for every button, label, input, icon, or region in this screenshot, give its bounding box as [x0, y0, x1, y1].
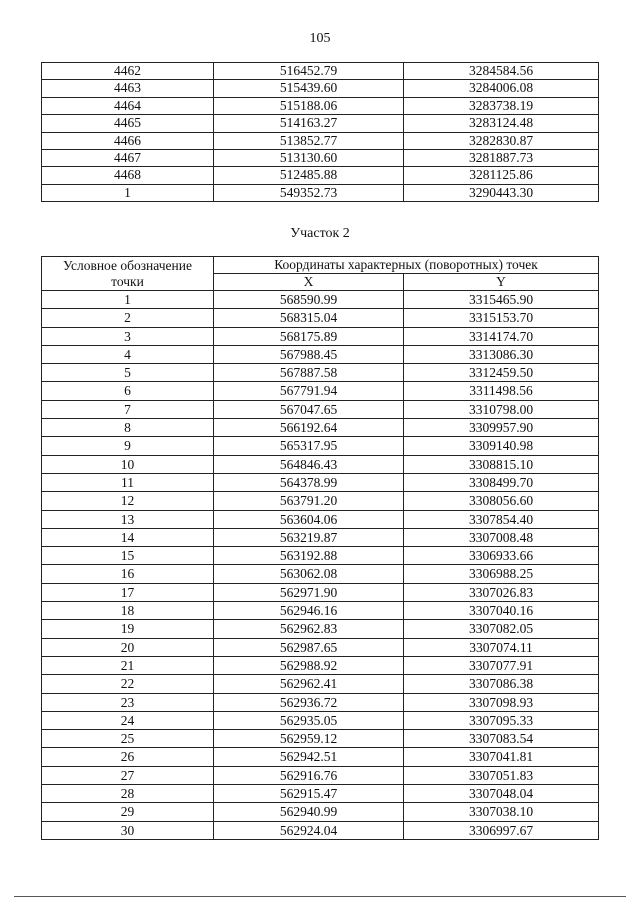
table-row	[42, 656, 599, 674]
point-id-cell: 5	[42, 364, 214, 382]
x-coordinate-cell: 567988.45	[214, 345, 404, 363]
point-id-cell: 20	[42, 638, 214, 656]
table-row	[42, 766, 599, 784]
y-coordinate-cell: 3307095.33	[404, 711, 599, 729]
point-id-cell: 26	[42, 748, 214, 766]
x-coordinate-cell: 562962.83	[214, 620, 404, 638]
point-id-cell: 17	[42, 583, 214, 601]
point-id-cell: 4	[42, 345, 214, 363]
table-row	[42, 602, 599, 620]
page-bottom-rule	[14, 896, 626, 897]
table-row	[42, 693, 599, 711]
point-id-cell: 4463	[42, 80, 214, 97]
x-coordinate-cell: 562940.99	[214, 803, 404, 821]
section-title: Участок 2	[290, 226, 350, 241]
point-id-cell: 24	[42, 711, 214, 729]
table-row	[42, 510, 599, 528]
y-coordinate-cell: 3290443.30	[404, 184, 599, 201]
y-coordinate-cell: 3307077.91	[404, 656, 599, 674]
y-coordinate-cell: 3310798.00	[404, 400, 599, 418]
y-coordinate-cell: 3308056.60	[404, 492, 599, 510]
y-coordinate-cell: 3306988.25	[404, 565, 599, 583]
table-row	[42, 115, 599, 132]
y-coordinate-cell: 3306933.66	[404, 547, 599, 565]
point-id-cell: 27	[42, 766, 214, 784]
table-row	[42, 711, 599, 729]
y-coordinate-cell: 3284584.56	[404, 63, 599, 80]
table-row	[42, 97, 599, 114]
x-coordinate-cell: 514163.27	[214, 115, 404, 132]
x-coordinate-cell: 562916.76	[214, 766, 404, 784]
x-coordinate-cell: 516452.79	[214, 63, 404, 80]
point-id-cell: 16	[42, 565, 214, 583]
y-coordinate-cell: 3307098.93	[404, 693, 599, 711]
table-row	[42, 583, 599, 601]
point-id-cell: 4464	[42, 97, 214, 114]
x-coordinate-cell: 567791.94	[214, 382, 404, 400]
x-coordinate-cell: 549352.73	[214, 184, 404, 201]
x-coordinate-cell: 562915.47	[214, 785, 404, 803]
x-coordinate-cell: 565317.95	[214, 437, 404, 455]
y-coordinate-cell: 3283738.19	[404, 97, 599, 114]
y-coordinate-cell: 3307038.10	[404, 803, 599, 821]
coordinates-table-plot-2	[41, 256, 599, 840]
table-row	[42, 309, 599, 327]
y-coordinate-cell: 3307026.83	[404, 583, 599, 601]
x-coordinate-cell: 563062.08	[214, 565, 404, 583]
x-coordinate-cell: 568175.89	[214, 327, 404, 345]
x-coordinate-cell: 562935.05	[214, 711, 404, 729]
table-row	[42, 547, 599, 565]
x-coordinate-cell: 512485.88	[214, 167, 404, 184]
table-row	[42, 437, 599, 455]
point-id-cell: 4465	[42, 115, 214, 132]
table-row	[42, 364, 599, 382]
point-id-cell: 1	[42, 291, 214, 309]
y-coordinate-cell: 3308815.10	[404, 455, 599, 473]
point-id-cell: 11	[42, 473, 214, 491]
coordinates-table-continued	[41, 62, 599, 202]
y-coordinate-cell: 3307854.40	[404, 510, 599, 528]
y-coordinate-cell: 3307074.11	[404, 638, 599, 656]
table-row	[42, 132, 599, 149]
x-coordinate-cell: 562987.65	[214, 638, 404, 656]
y-coordinate-cell: 3307083.54	[404, 730, 599, 748]
point-id-cell: 12	[42, 492, 214, 510]
y-coordinate-cell: 3307051.83	[404, 766, 599, 784]
table-row	[42, 419, 599, 437]
x-coordinate-cell: 567047.65	[214, 400, 404, 418]
y-coordinate-cell: 3307048.04	[404, 785, 599, 803]
table-row	[42, 455, 599, 473]
x-coordinate-cell: 568590.99	[214, 291, 404, 309]
x-coordinate-cell: 515188.06	[214, 97, 404, 114]
point-id-cell: 22	[42, 675, 214, 693]
point-id-cell: 30	[42, 821, 214, 839]
table-row	[42, 748, 599, 766]
table-row	[42, 382, 599, 400]
table-row	[42, 291, 599, 309]
x-coordinate-cell: 563604.06	[214, 510, 404, 528]
point-id-cell: 13	[42, 510, 214, 528]
table-row	[42, 675, 599, 693]
y-coordinate-cell: 3312459.50	[404, 364, 599, 382]
point-id-cell: 18	[42, 602, 214, 620]
table-row	[42, 638, 599, 656]
point-id-cell: 29	[42, 803, 214, 821]
point-id-cell: 1	[42, 184, 214, 201]
y-coordinate-cell: 3307082.05	[404, 620, 599, 638]
point-id-cell: 25	[42, 730, 214, 748]
y-coordinate-cell: 3308499.70	[404, 473, 599, 491]
x-coordinate-cell: 562946.16	[214, 602, 404, 620]
y-coordinate-cell: 3282830.87	[404, 132, 599, 149]
table-row	[42, 785, 599, 803]
x-coordinate-cell: 564378.99	[214, 473, 404, 491]
header-point-label: Условное обозначение точки	[42, 257, 214, 291]
x-coordinate-cell: 562936.72	[214, 693, 404, 711]
y-coordinate-cell: 3284006.08	[404, 80, 599, 97]
point-id-cell: 19	[42, 620, 214, 638]
x-coordinate-cell: 562924.04	[214, 821, 404, 839]
point-id-cell: 15	[42, 547, 214, 565]
x-coordinate-cell: 563192.88	[214, 547, 404, 565]
x-coordinate-cell: 564846.43	[214, 455, 404, 473]
x-coordinate-cell: 562988.92	[214, 656, 404, 674]
point-id-cell: 4467	[42, 150, 214, 167]
table-row	[42, 565, 599, 583]
point-id-cell: 28	[42, 785, 214, 803]
point-id-cell: 23	[42, 693, 214, 711]
y-coordinate-cell: 3307041.81	[404, 748, 599, 766]
x-coordinate-cell: 513130.60	[214, 150, 404, 167]
table-row	[42, 63, 599, 80]
table-row	[42, 150, 599, 167]
y-coordinate-cell: 3306997.67	[404, 821, 599, 839]
y-coordinate-cell: 3315465.90	[404, 291, 599, 309]
y-coordinate-cell: 3281125.86	[404, 167, 599, 184]
y-coordinate-cell: 3307008.48	[404, 528, 599, 546]
point-id-cell: 6	[42, 382, 214, 400]
x-coordinate-cell: 563791.20	[214, 492, 404, 510]
x-coordinate-cell: 562942.51	[214, 748, 404, 766]
y-coordinate-cell: 3315153.70	[404, 309, 599, 327]
x-coordinate-cell: 566192.64	[214, 419, 404, 437]
table-row	[42, 345, 599, 363]
x-coordinate-cell: 563219.87	[214, 528, 404, 546]
table-row	[42, 167, 599, 184]
y-coordinate-cell: 3313086.30	[404, 345, 599, 363]
point-id-cell: 2	[42, 309, 214, 327]
point-id-cell: 9	[42, 437, 214, 455]
header-y: Y	[404, 274, 599, 291]
y-coordinate-cell: 3307040.16	[404, 602, 599, 620]
x-coordinate-cell: 562962.41	[214, 675, 404, 693]
point-id-cell: 3	[42, 327, 214, 345]
main-table-body	[42, 291, 599, 840]
y-coordinate-cell: 3283124.48	[404, 115, 599, 132]
point-id-cell: 10	[42, 455, 214, 473]
point-id-cell: 4468	[42, 167, 214, 184]
point-id-cell: 7	[42, 400, 214, 418]
table-row	[42, 620, 599, 638]
table-row	[42, 400, 599, 418]
table-row	[42, 80, 599, 97]
table-row	[42, 492, 599, 510]
x-coordinate-cell: 562971.90	[214, 583, 404, 601]
table-row	[42, 528, 599, 546]
table-header	[42, 257, 599, 291]
y-coordinate-cell: 3311498.56	[404, 382, 599, 400]
point-id-cell: 4462	[42, 63, 214, 80]
table-row	[42, 473, 599, 491]
y-coordinate-cell: 3281887.73	[404, 150, 599, 167]
table-row	[42, 730, 599, 748]
y-coordinate-cell: 3307086.38	[404, 675, 599, 693]
top-table-body	[42, 63, 599, 202]
page-number: 105	[309, 31, 331, 46]
point-id-cell: 4466	[42, 132, 214, 149]
point-id-cell: 8	[42, 419, 214, 437]
point-id-cell: 14	[42, 528, 214, 546]
y-coordinate-cell: 3309957.90	[404, 419, 599, 437]
table-row	[42, 821, 599, 839]
x-coordinate-cell: 568315.04	[214, 309, 404, 327]
header-x: X	[214, 274, 404, 291]
table-row	[42, 803, 599, 821]
x-coordinate-cell: 562959.12	[214, 730, 404, 748]
x-coordinate-cell: 515439.60	[214, 80, 404, 97]
point-id-cell: 21	[42, 656, 214, 674]
x-coordinate-cell: 567887.58	[214, 364, 404, 382]
header-coords-label: Координаты характерных (поворотных) точек	[214, 257, 599, 274]
y-coordinate-cell: 3309140.98	[404, 437, 599, 455]
table-row	[42, 184, 599, 201]
x-coordinate-cell: 513852.77	[214, 132, 404, 149]
table-row	[42, 327, 599, 345]
y-coordinate-cell: 3314174.70	[404, 327, 599, 345]
